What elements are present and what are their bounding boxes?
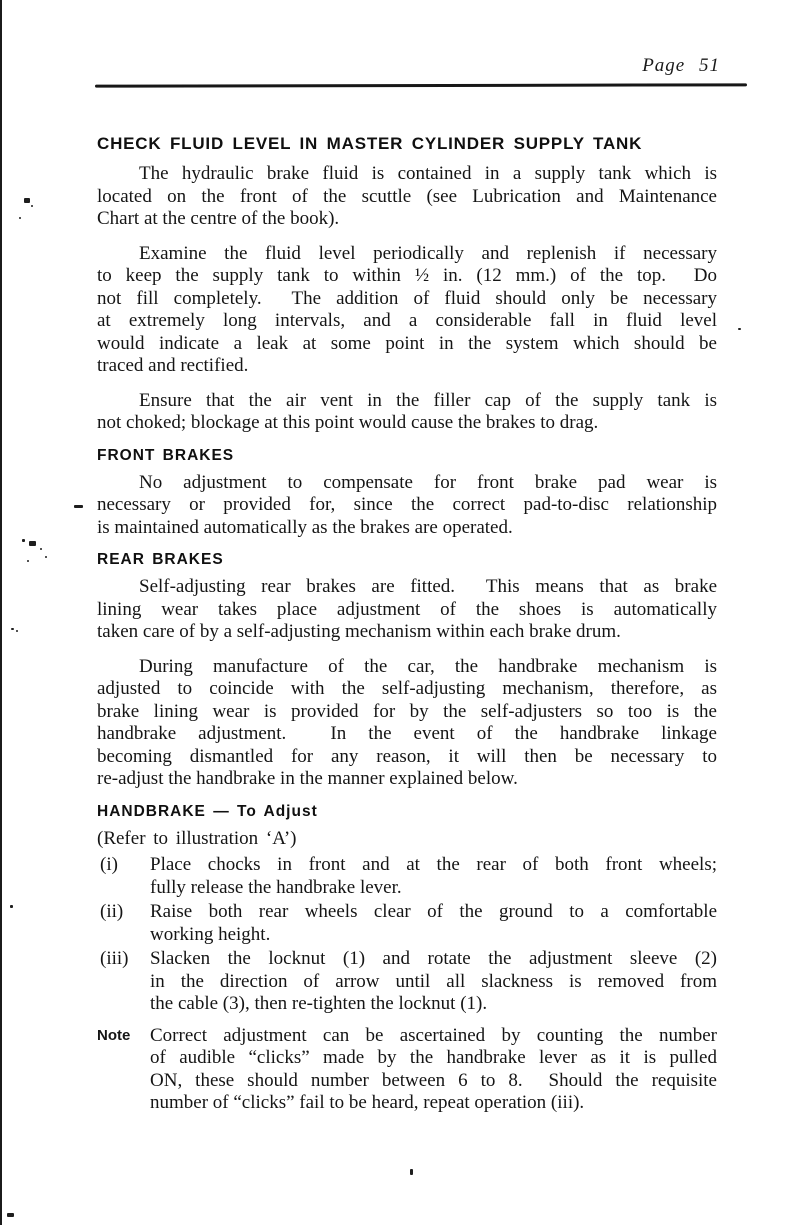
text-line: not choked; blockage at this point would cause the brakes to drag.	[97, 412, 599, 433]
text-line: taken care of by a self-adjusting mechanism within each brake drum.	[97, 621, 621, 642]
text-line: is maintained automatically as the brakes are operated.	[97, 516, 513, 538]
step-body-i	[150, 854, 717, 899]
text-line: to keep the supply tank to within ½ in. (12 mm.) of the top. Do	[97, 265, 717, 286]
page-number: Page 51	[642, 55, 720, 76]
text-line: fully release the handbrake lever.	[150, 876, 402, 898]
text-line: No adjustment to compensate for front brake pad wear is	[139, 471, 717, 493]
scan-speck	[31, 205, 33, 207]
scan-speck	[738, 328, 741, 330]
text-line: Chart at the centre of the book).	[97, 208, 340, 229]
scan-speck	[45, 556, 47, 558]
scan-speck	[74, 505, 83, 508]
step-body-ii	[150, 901, 717, 946]
scan-speck	[7, 1213, 14, 1217]
note-label: Note	[97, 1026, 131, 1044]
paragraph-examine-fluid-level	[97, 243, 717, 378]
scan-speck	[11, 628, 14, 630]
paragraph-air-vent	[97, 390, 717, 435]
note-body	[150, 1025, 717, 1115]
paragraph-front-brakes	[97, 472, 717, 540]
text-line: of audible “clicks” made by the handbrake lever as it is pulled	[150, 1047, 717, 1068]
text-line: Raise both rear wheels clear of the ground to a comfortable	[150, 901, 717, 922]
scan-left-edge-line	[0, 0, 2, 1225]
paragraph-fluid-supply-tank	[97, 163, 717, 231]
text-line: working height.	[150, 923, 271, 945]
handbrake-step-iii	[97, 948, 717, 1016]
page-header	[0, 0, 800, 87]
section-handbrake-adjust	[97, 803, 717, 1115]
text-line: Examine the fluid level periodically and replenish if necessary	[139, 242, 717, 264]
text-line: the cable (3), then re-tighten the locknut (1).	[150, 993, 488, 1014]
text-line: becoming dismantled for any reason, it will then be necessary to	[97, 745, 717, 767]
refer-illustration-line: (Refer to illustration ‘A’)	[97, 827, 297, 849]
paragraph-handbrake-mechanism	[97, 656, 717, 791]
step-label-ii: (ii)	[100, 901, 124, 922]
text-line: brake lining wear is provided for by the self-adjusters so too is the	[97, 700, 717, 722]
scan-speck	[24, 198, 30, 203]
text-line: Place chocks in front and at the rear of both front wheels;	[150, 854, 717, 875]
handbrake-step-i	[97, 854, 717, 899]
page-content	[97, 134, 717, 1115]
text-line: ON, these should number between 6 to 8. Should the requisite	[150, 1069, 717, 1091]
handbrake-step-ii	[97, 901, 717, 946]
heading-check-fluid-level: CHECK FLUID LEVEL IN MASTER CYLINDER SUPPLY TANK	[97, 134, 643, 153]
handbrake-steps	[97, 854, 717, 1016]
step-label-iii: (iii)	[100, 948, 129, 969]
step-body-iii	[150, 948, 717, 1016]
text-line: Correct adjustment can be ascertained by counting the number	[150, 1024, 717, 1046]
scan-speck	[40, 548, 42, 550]
note-block	[97, 1025, 717, 1115]
text-line: located on the front of the scuttle (see Lubrication and Maintenance	[97, 185, 717, 207]
text-line: traced and rectified.	[97, 355, 249, 376]
step-label-i: (i)	[100, 854, 118, 875]
scan-speck	[27, 560, 29, 562]
text-line: number of “clicks” fail to be heard, repeat operation (iii).	[150, 1092, 585, 1113]
text-line: would indicate a leak at some point in the system which should be	[97, 332, 717, 354]
text-line: not fill completely. The addition of fluid should only be necessary	[97, 287, 717, 309]
text-line: adjusted to coincide with the self-adjusting mechanism, therefore, as	[97, 678, 717, 699]
scan-speck	[10, 905, 13, 908]
text-line: Slacken the locknut (1) and rotate the adjustment sleeve (2)	[150, 948, 717, 969]
text-line: handbrake adjustment. In the event of the handbrake linkage	[97, 723, 717, 744]
scan-speck	[410, 1169, 413, 1175]
header-rule	[95, 83, 747, 87]
paragraph-self-adjusting-brakes	[97, 576, 717, 644]
text-line: Ensure that the air vent in the filler cap of the supply tank is	[139, 389, 717, 411]
heading-rear-brakes: REAR BRAKES	[97, 551, 224, 568]
section-front-brakes	[97, 447, 717, 540]
text-line: in the direction of arrow until all slackness is removed from	[150, 970, 717, 992]
text-line: The hydraulic brake fluid is contained in a supply tank which is	[139, 163, 717, 184]
text-line: During manufacture of the car, the handbrake mechanism is	[139, 655, 717, 677]
heading-handbrake-to-adjust: HANDBRAKE — To Adjust	[97, 802, 318, 820]
text-line: Self-adjusting rear brakes are fitted. This means that as brake	[139, 576, 717, 597]
section-rear-brakes	[97, 551, 717, 791]
text-line: re-adjust the handbrake in the manner explained below.	[97, 768, 518, 789]
section-check-fluid	[97, 134, 717, 435]
text-line: lining wear takes place adjustment of the shoes is automatically	[97, 598, 717, 620]
scan-speck	[29, 541, 36, 546]
scan-speck	[22, 539, 25, 542]
scan-speck	[19, 217, 21, 219]
text-line: necessary or provided for, since the correct pad-to-disc relationship	[97, 494, 717, 515]
text-line: at extremely long intervals, and a considerable fall in fluid level	[97, 310, 717, 331]
heading-front-brakes: FRONT BRAKES	[97, 446, 235, 464]
scan-speck	[16, 630, 18, 632]
